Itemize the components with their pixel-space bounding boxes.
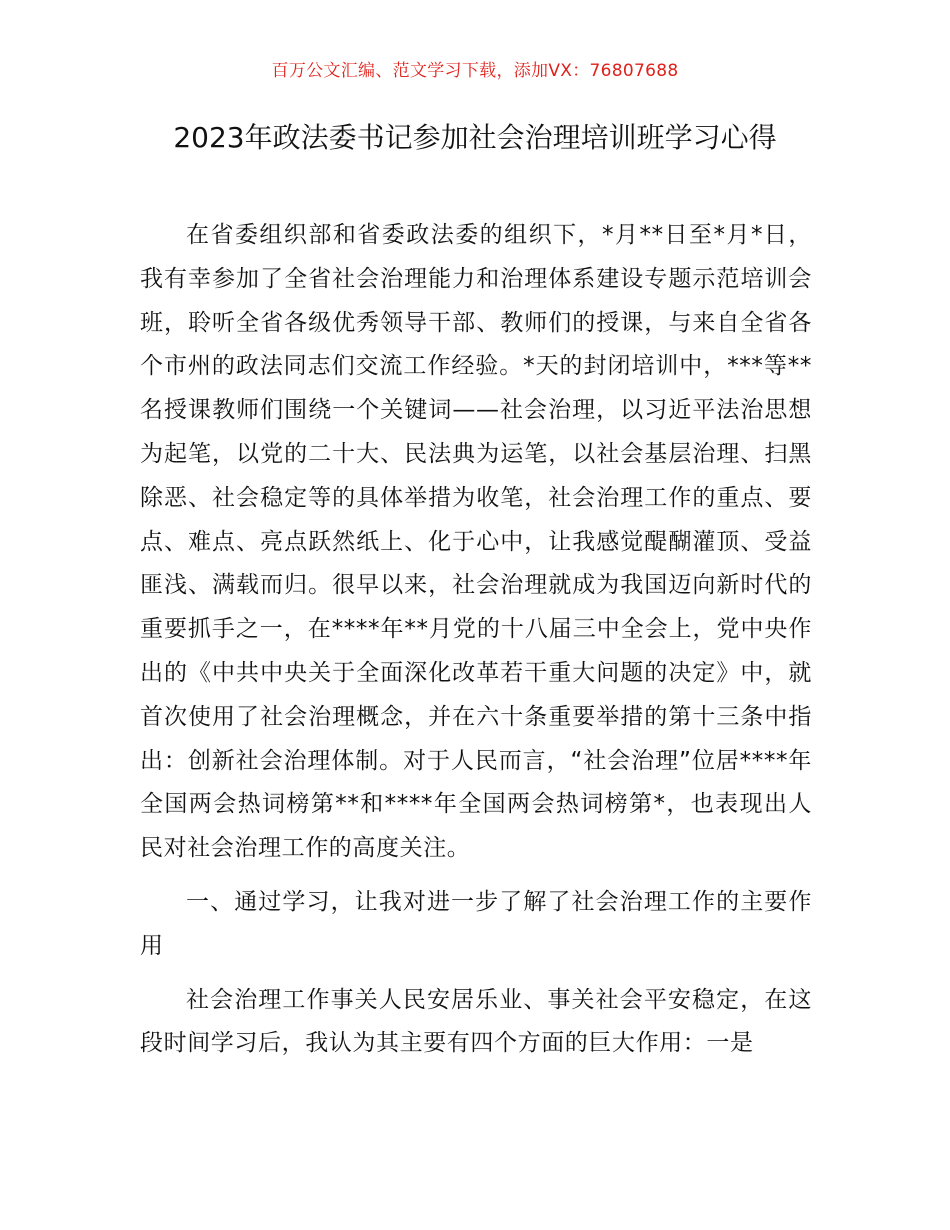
document-title: 2023年政法委书记参加社会治理培训班学习心得 bbox=[173, 121, 777, 154]
section-heading: 一、通过学习，让我对进一步了解了社会治理工作的主要作用 bbox=[140, 888, 812, 959]
intro-paragraph: 在省委组织部和省委政法委的组织下，*月**日至*月*日，我有幸参加了全省社会治理能力和治理体系建设专题示范培训会班，聆听全省各级优秀领导干部、教师们的授课，与来自全省各个市州的政法同志们交流工作经验。*天的封闭培训中，***等**名授课教师们围绕一个关键词——社会治理，以习近平法治思想为起笔，以党的二十大、民法典为运笔，以社会基层治理、扫黑除恶、社会稳定等的具体举措为收笔，社会治理工作的重点、要点、难点、亮点跃然纸上、化于心中，让我感觉醍醐灌顶、受益匪浅、满载而归。很早以来，社会治理就成为我国迈向新时代的重要抓手之一，在****年**月党的十八届三中全会上，党中央作出的《中共中央关于全面深化改革若干重大问题的决定》中，就首次使用了社会治理概念，并在六十条重要举措的第十三条中指出：创新社会治理体制。对于人民而言，“社会治理”位居****年全国两会热词榜第**和****年全国两会热词榜第*，也表现出人民对社会治理工作的高度关注。 bbox=[140, 222, 812, 862]
document-body bbox=[140, 214, 812, 1066]
header-watermark-note: 百万公文汇编、范文学习下载，添加VX：76807688 bbox=[271, 61, 679, 81]
section-paragraph: 社会治理工作事关人民安居乐业、事关社会平安稳定，在这段时间学习后，我认为其主要有四个方面的巨大作用：一是 bbox=[140, 986, 812, 1057]
